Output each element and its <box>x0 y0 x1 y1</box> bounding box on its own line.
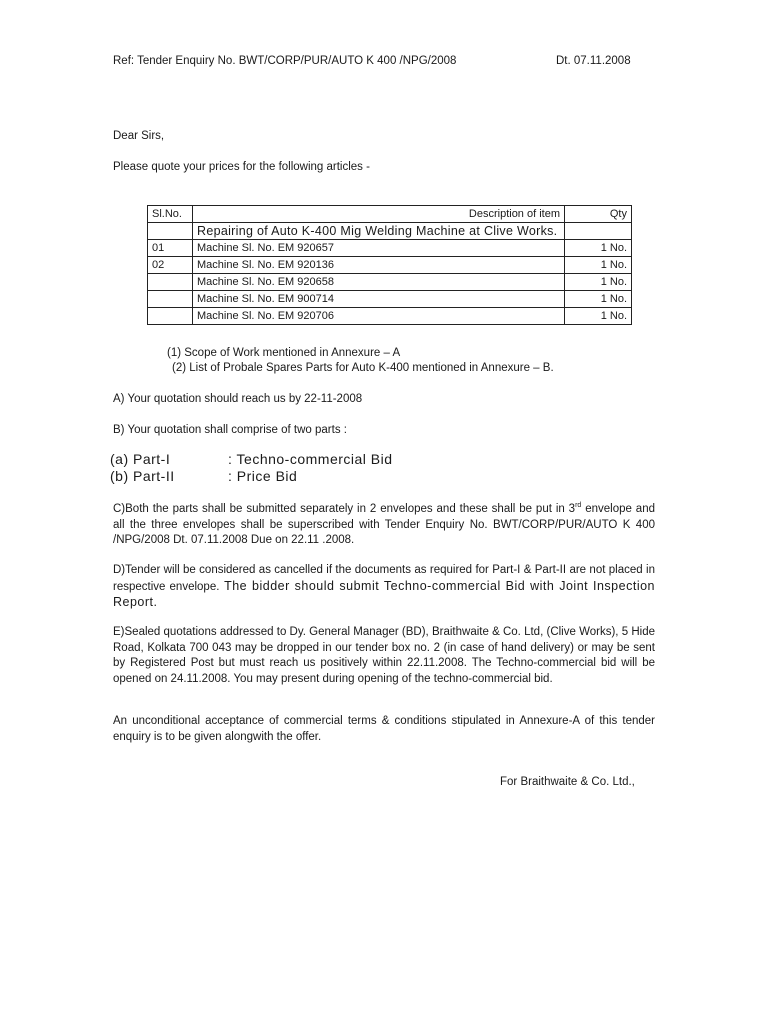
title-description-cell: Repairing of Auto K-400 Mig Welding Machine at Clive Works. <box>193 223 565 240</box>
title-qty-cell <box>565 223 632 240</box>
part-one-value: : Techno-commercial Bid <box>228 451 393 467</box>
signature-line: For Braithwaite & Co. Ltd., <box>500 776 635 788</box>
tender-reference: Ref: Tender Enquiry No. BWT/CORP/PUR/AUTO K 400 /NPG/2008 <box>113 55 457 67</box>
paragraph-e: E)Sealed quotations addressed to Dy. General Manager (BD), Braithwaite & Co. Ltd, (Clive Works), 5 Hide Road, Kolkata 700 043 may be dropped in our tender box no. 2 (in case of hand delivery) or may be sent by Registered Post but must reach us positively within 22.11.2008. The Techno-commercial bid will be opened on 24.11.2008. You may present during opening of the techno-commercial bid. <box>113 626 655 685</box>
row-sl <box>148 308 193 325</box>
row-qty: 1 No. <box>565 257 632 274</box>
part-two-value: : Price Bid <box>228 468 298 484</box>
row-qty: 1 No. <box>565 291 632 308</box>
row-qty: 1 No. <box>565 308 632 325</box>
header-qty: Qty <box>565 206 632 223</box>
paragraph-a: A) Your quotation should reach us by 22-11-2008 <box>113 393 363 405</box>
paragraph-f: An unconditional acceptance of commercial terms & conditions stipulated in Annexure-A of this tender enquiry is to be given alongwith the offer. <box>113 715 655 743</box>
header-sl-no: Sl.No. <box>148 206 193 223</box>
part-one-line <box>110 451 393 467</box>
document-date: Dt. 07.11.2008 <box>556 55 631 67</box>
intro-text: Please quote your prices for the following articles - <box>113 161 370 173</box>
paragraph-c-end: envelope and all the three envelopes shall be superscribed with Tender Enquiry No. BWT/CORP/PUR/AUTO K 400 /NPG/2008 Dt. 07.11.2008 Due on 22.11 .2008. <box>113 503 655 546</box>
paragraph-d-emphasis: The bidder should submit Techno-commercial Bid with Joint Inspection Report. <box>113 578 655 609</box>
table-header-row <box>148 206 632 223</box>
row-qty: 1 No. <box>565 274 632 291</box>
items-table <box>147 205 632 325</box>
salutation: Dear Sirs, <box>113 130 165 142</box>
row-description: Machine Sl. No. EM 900714 <box>193 291 565 308</box>
table-row <box>148 308 632 325</box>
note-spare-parts: (2) List of Probale Spares Parts for Auto K-400 mentioned in Annexure – B. <box>172 362 554 374</box>
header-description: Description of item <box>193 206 565 223</box>
ordinal-suffix: rd <box>575 502 582 510</box>
table-row <box>148 274 632 291</box>
row-description: Machine Sl. No. EM 920136 <box>193 257 565 274</box>
table-row <box>148 240 632 257</box>
paragraph-b: B) Your quotation shall comprise of two parts : <box>113 424 347 436</box>
paragraph-c-start: C)Both the parts shall be submitted separately in 2 envelopes and these shall be put in 3 <box>113 503 576 515</box>
part-one-label: (a) Part-I <box>110 451 171 467</box>
row-sl: 01 <box>148 240 193 257</box>
row-description: Machine Sl. No. EM 920657 <box>193 240 565 257</box>
row-sl <box>148 291 193 308</box>
table-row <box>148 257 632 274</box>
note-scope-of-work: (1) Scope of Work mentioned in Annexure – A <box>167 347 401 359</box>
part-two-line <box>110 468 297 484</box>
row-qty: 1 No. <box>565 240 632 257</box>
paragraph-d-text: D)Tender will be considered as cancelled if the documents as required for Part-I & Part-II are not placed in respective envelope. <box>113 564 655 593</box>
paragraph-d <box>113 563 655 612</box>
part-two-label: (b) Part-II <box>110 468 175 484</box>
table-title-row <box>148 223 632 240</box>
row-description: Machine Sl. No. EM 920658 <box>193 274 565 291</box>
paragraph-c <box>113 502 655 549</box>
row-description: Machine Sl. No. EM 920706 <box>193 308 565 325</box>
title-sl-cell <box>148 223 193 240</box>
row-sl: 02 <box>148 257 193 274</box>
row-sl <box>148 274 193 291</box>
table-row <box>148 291 632 308</box>
